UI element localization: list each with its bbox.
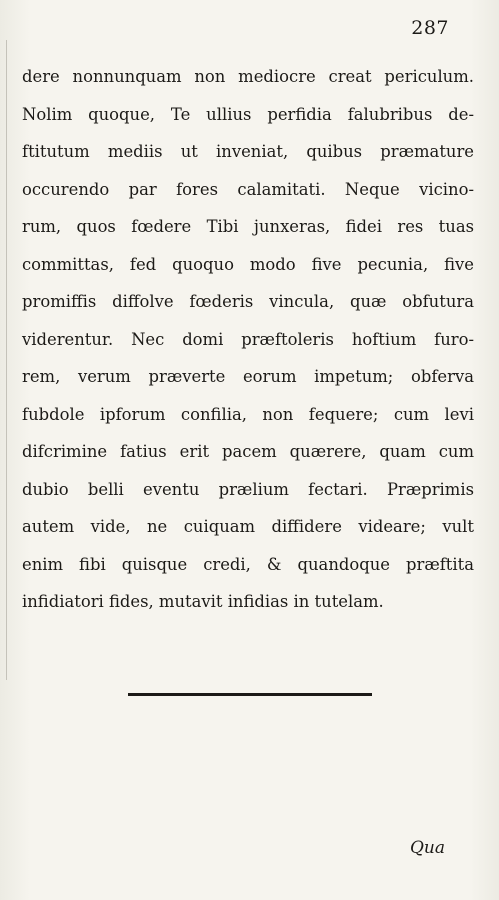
text-line-1: dere nonnunquam non mediocre creat periculum. [22,67,474,86]
text-line-8: viderentur. Nec domi præftoleris hoftium furo- [22,329,474,349]
text-line-11: difcrimine fatius erit pacem quærere, quam cum [22,442,474,461]
section-divider-rule [128,693,372,696]
text-line-2: Nolim quoque, Te ullius perfidia falubribus de- [22,104,474,124]
catchword: Qua [410,838,446,858]
body-text [22,58,474,621]
text-line-13: autem vide, ne cuiquam diffidere videare; vult [22,517,474,536]
text-line-4: occurendo par fores calamitati. Neque vicino- [22,179,474,199]
text-line-14: enim fibi quisque credi, & quandoque præftita [22,554,474,574]
page-edge-shadow [6,40,7,680]
text-line-15: infidiatori fides, mutavit infidias in tutelam. [22,592,384,611]
text-line-7: promiffis diffolve fœderis vincula, quæ obfutura [22,292,474,311]
text-line-3: ftitutum mediis ut inveniat, quibus præmature [22,142,474,161]
text-line-6: committas, fed quoquo modo five pecunia, five [22,254,474,274]
text-line-5: rum, quos fœdere Tibi junxeras, fidei res tuas [22,217,474,236]
text-line-9: rem, verum præverte eorum impetum; obferva [22,367,474,386]
text-line-12: dubio belli eventu prælium fectari. Præprimis [22,479,474,499]
text-line-10: fubdole ipforum confilia, non fequere; cum levi [22,404,474,424]
page-number: 287 [411,17,449,39]
